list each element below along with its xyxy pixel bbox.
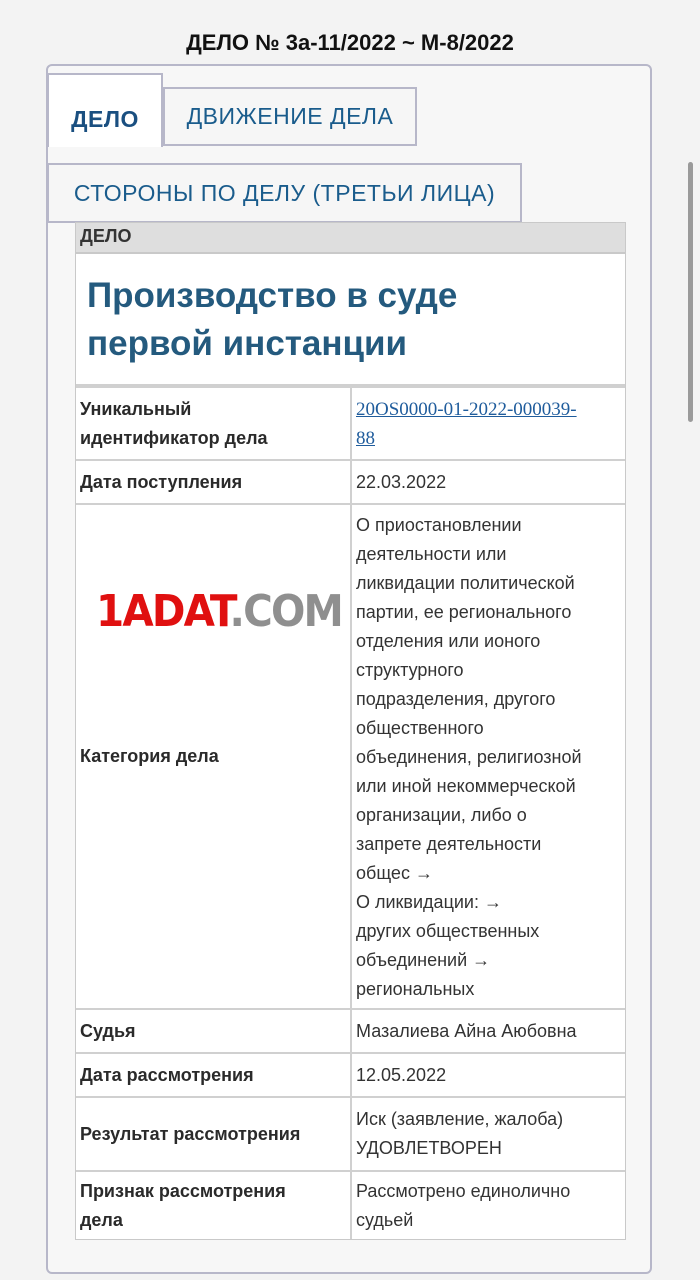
tab-case-movement[interactable]: ДВИЖЕНИЕ ДЕЛА (163, 87, 417, 146)
category-line: структурного (356, 660, 464, 680)
category-line: объединения, религиозной (356, 747, 582, 767)
uid-link-line1: 20OS0000-01-2022-000039- (356, 398, 577, 420)
category-line: деятельности или (356, 544, 507, 564)
sign-value-line2: судьей (356, 1209, 414, 1230)
date-received-value: 22.03.2022 (351, 460, 625, 504)
uid-link[interactable] (356, 399, 577, 449)
section-heading-line2: первой инстанции (87, 324, 408, 363)
sign-label-line1: Признак рассмотрения (80, 1180, 286, 1201)
category-value (351, 504, 625, 1009)
page-title: ДЕЛО № 3а-11/2022 ~ М-8/2022 (186, 30, 514, 55)
category-line: партии, ее регионального (356, 602, 572, 622)
category-line: О ликвидации: → (356, 892, 502, 912)
table-row (76, 387, 625, 460)
section-heading-line1: Производство в суде (87, 276, 458, 315)
category-line: общес → (356, 863, 433, 883)
watermark-red: 1ADAT (96, 586, 230, 637)
table-row (76, 1009, 625, 1053)
category-line: объединений → (356, 950, 491, 970)
uid-label (76, 387, 351, 460)
case-info-table (76, 386, 625, 1239)
section-header: ДЕЛО (76, 223, 625, 254)
category-line: О приостановлении (356, 515, 522, 535)
category-line: отделения или ионого (356, 631, 541, 651)
result-value (351, 1097, 625, 1171)
category-line: подразделения, другого (356, 689, 556, 709)
judge-value: Мазалиева Айна Аюбовна (351, 1009, 625, 1053)
uid-link-line2: 88 (356, 427, 375, 449)
watermark-logo (96, 586, 342, 637)
category-line: региональных (356, 979, 475, 999)
uid-label-line1: Уникальный (80, 398, 192, 419)
category-line: запрете деятельности (356, 834, 542, 854)
tab-case[interactable]: ДЕЛО (47, 73, 163, 147)
table-row (76, 504, 625, 1009)
result-value-line1: Иск (заявление, жалоба) (356, 1109, 564, 1129)
table-row (76, 1097, 625, 1171)
hearing-date-label: Дата рассмотрения (76, 1053, 351, 1097)
category-line: других общественных (356, 921, 540, 941)
category-line: ликвидации политической (356, 573, 575, 593)
table-row (76, 460, 625, 504)
date-received-label: Дата поступления (76, 460, 351, 504)
category-line: организации, либо о (356, 805, 527, 825)
scrollbar[interactable] (688, 162, 693, 422)
uid-value (351, 387, 625, 460)
table-row (76, 1171, 625, 1239)
category-label: Категория дела (76, 504, 351, 1009)
watermark-gray: .COM (229, 586, 342, 637)
result-value-line2: УДОВЛЕТВОРЕН (356, 1138, 502, 1158)
sign-value (351, 1171, 625, 1239)
table-row (76, 1053, 625, 1097)
sign-value-line1: Рассмотрено единолично (356, 1180, 571, 1201)
tab-parties[interactable]: СТОРОНЫ ПО ДЕЛУ (ТРЕТЬИ ЛИЦА) (47, 163, 522, 223)
hearing-date-value: 12.05.2022 (351, 1053, 625, 1097)
result-label: Результат рассмотрения (76, 1097, 351, 1171)
case-content (75, 222, 626, 1240)
judge-label: Судья (76, 1009, 351, 1053)
uid-label-line2: идентификатор дела (80, 427, 268, 448)
sign-label (76, 1171, 351, 1239)
sign-label-line2: дела (80, 1209, 123, 1230)
category-line: общественного (356, 718, 484, 738)
section-heading (76, 254, 625, 386)
category-line: или иной некоммерческой (356, 776, 576, 796)
